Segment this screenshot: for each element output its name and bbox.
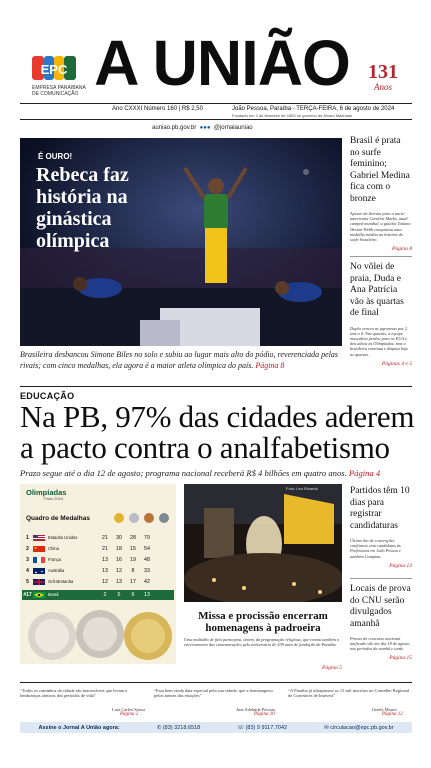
medal-row: 2 China 21 18 15 54 bbox=[26, 545, 150, 552]
founded-line: Fundado em 2 de fevereiro de 1893 no governo de Álvaro Machado bbox=[232, 113, 353, 118]
web-links[interactable] bbox=[152, 125, 253, 131]
right-story-3[interactable] bbox=[350, 486, 412, 569]
medal-subtitle: Paris 2024 bbox=[44, 496, 64, 501]
quote-1-page-link[interactable]: Página 2 bbox=[120, 712, 139, 717]
procession-photo bbox=[184, 484, 342, 602]
hero-headline[interactable]: Rebeca faz história na ginástica olímpica bbox=[36, 164, 129, 252]
hero-kicker: É OURO! bbox=[38, 152, 73, 161]
hero-page-link[interactable]: Página 8 bbox=[255, 360, 285, 370]
phone-1[interactable]: ✆ (83) 3218.6518 bbox=[156, 724, 201, 731]
quote-1: “Todos os caminhos da cidade são inacessíveis que levam a lembranças afetivas dos períodos de vida” bbox=[20, 688, 128, 699]
social-handle[interactable]: @jornalauniao bbox=[213, 125, 253, 131]
email-link[interactable]: ✉ circulacao@epc.pb.gov.br bbox=[324, 724, 394, 731]
website-link[interactable]: auniao.pb.gov.br bbox=[152, 125, 197, 131]
flag-france-icon bbox=[33, 557, 45, 563]
publisher-line1: EMPRESA PARAIBANA bbox=[32, 85, 86, 91]
main-subhead: Prazo segue até o dia 12 de agosto; programa nacional receberá R$ 4 bilhões em quatro anos. Página 4 bbox=[20, 468, 381, 478]
flag-usa-icon bbox=[33, 535, 45, 541]
right-story-1[interactable] bbox=[350, 136, 412, 252]
column-divider bbox=[350, 578, 412, 579]
photo-credit: Foto: Leo Ricardo bbox=[286, 486, 318, 491]
story-headline[interactable]: No vôlei de praia, Duda e Ana Patrícia vão às quartas de final bbox=[350, 262, 404, 318]
medal-row: 4 Austrália 13 12 8 33 bbox=[26, 567, 150, 574]
newspaper-title: A UNIÃO bbox=[94, 27, 350, 99]
flag-china-icon bbox=[33, 546, 45, 552]
masthead-rule bbox=[20, 103, 412, 104]
edition-info: Ano CXXXI Número 160 | R$ 2,50 bbox=[112, 106, 203, 112]
medal-row: 5 Grã-Bretanha 12 13 17 42 bbox=[26, 578, 150, 585]
medals-illustration bbox=[22, 604, 174, 667]
quote-3-page-link[interactable]: Página 12 bbox=[382, 712, 403, 717]
masthead-rule-2 bbox=[20, 119, 412, 120]
quote-2-page-link[interactable]: Página 10 bbox=[254, 712, 275, 717]
story-headline[interactable]: Partidos têm 10 dias para registrar candidaturas bbox=[350, 486, 410, 531]
main-headline[interactable]: Na PB, 97% das cidades aderem a pacto contra o analfabetismo bbox=[20, 399, 415, 465]
medal-title: Olimpíadas bbox=[26, 488, 67, 497]
whatsapp-icon: ☏ bbox=[237, 724, 245, 731]
phone-icon: ✆ bbox=[156, 724, 162, 731]
epc-logo bbox=[30, 52, 80, 84]
subscribe-label: Assine o Jornal A União agora: bbox=[38, 724, 120, 731]
quote-3-author: Gisele Moura bbox=[372, 707, 397, 712]
procession-page-link[interactable]: Página 5 bbox=[321, 665, 342, 671]
quote-1-author: Luiz Carlos Sousa bbox=[112, 707, 145, 712]
hero-caption: Brasileira desbancou Simone Biles no solo e subiu ao lugar mais alto do pódio, reverenciada pelas rivais; com cinco medalhas, ela agora é a maior atleta olímpica do país. Página 8 bbox=[20, 350, 339, 370]
publisher-line2: DE COMUNICAÇÃO bbox=[32, 91, 79, 97]
right-story-2[interactable] bbox=[350, 262, 412, 367]
section-rule bbox=[20, 386, 412, 387]
story-body: Provas do concurso nacional unificado vão ser dia 18 de agosto, nos períodos da manhã e tarde. bbox=[350, 636, 411, 652]
flag-brazil-icon bbox=[33, 592, 45, 598]
quotes-rule bbox=[20, 682, 412, 683]
quote-2: “Esta bem vinda data especial pela sua cidade, que a homenageou pelos nomes das estações” bbox=[154, 688, 273, 699]
medal-row-brazil: #17 Brasil 2 5 6 13 bbox=[22, 590, 174, 600]
story-headline[interactable]: Brasil é prata no surfe feminino; Gabriel Medina fica com o bronze bbox=[350, 136, 410, 204]
story-headline[interactable]: Locais de prova do CNU serão divulgados amanhã bbox=[350, 584, 411, 629]
svg-text:EPC: EPC bbox=[40, 62, 68, 77]
story-page-link[interactable]: Páginas 4 e 5 bbox=[381, 360, 412, 367]
subscription-bar bbox=[20, 722, 412, 733]
anniversary-seal bbox=[360, 56, 406, 102]
story-page-link[interactable]: Página 15 bbox=[389, 654, 412, 661]
story-page-link[interactable]: Página 8 bbox=[391, 246, 412, 253]
story-body: Apesar da derrota para a norte-americana Caroline Marks, atual campeã mundial, a gaúcha Tatiana Weston-Webb conquistou uma medalha inédita na história do surfe brasileiro. bbox=[350, 211, 411, 243]
quote-3: “A Paraíba já ultrapassou os 15 mil inscritos no Conselho Regional de Corretores de Imóveis” bbox=[288, 688, 409, 699]
mail-icon: ✉ bbox=[324, 724, 329, 731]
svg-text:131: 131 bbox=[368, 61, 398, 83]
svg-text:Anos: Anos bbox=[374, 82, 392, 92]
story-body: Último dia de convenções confirmou com candidatos às Prefeituras em João Pessoa e também Campina. bbox=[350, 538, 401, 559]
medal-row: 1 Estados Unidos 21 30 28 79 bbox=[26, 534, 150, 541]
procession-headline[interactable]: Missa e procissão encerram homenagens à padroeira bbox=[198, 610, 328, 634]
phone-2[interactable]: ☏ (83) 9 9117.7042 bbox=[237, 724, 288, 731]
location-date: João Pessoa, Paraíba - TERÇA-FEIRA, 6 de agosto de 2024 bbox=[232, 106, 395, 112]
procession-body: Uma multidão de fiéis participou, ontem, da programação religiosa, que reuniu também o encerramento das comemorações pelo aniversário de 439 anos de fundação da Paraíba. bbox=[184, 637, 340, 648]
story-body: Dupla venceu as japonesas por 2 sets a 0. Nas quartas, a equipe masculina perdeu para os EUA e deu adeus às Olimpíadas, mas a brasileira continua e disputa hoje as quartas. bbox=[350, 325, 409, 357]
flag-uk-icon bbox=[33, 579, 45, 585]
social-icons: ●●● bbox=[199, 125, 211, 131]
medal-icons bbox=[112, 507, 172, 530]
right-story-4[interactable] bbox=[350, 584, 412, 661]
column-divider bbox=[350, 256, 412, 257]
medal-heading: Quadro de Medalhas bbox=[26, 515, 90, 522]
quote-2-author: Ana Adelaide Peixoto bbox=[236, 707, 276, 712]
section-label: EDUCAÇÃO bbox=[20, 391, 75, 401]
main-page-link[interactable]: Página 4 bbox=[348, 468, 381, 478]
flag-australia-icon bbox=[33, 568, 45, 574]
medal-row: 3 França 13 16 19 48 bbox=[26, 556, 150, 563]
story-page-link[interactable]: Página 13 bbox=[389, 562, 412, 569]
